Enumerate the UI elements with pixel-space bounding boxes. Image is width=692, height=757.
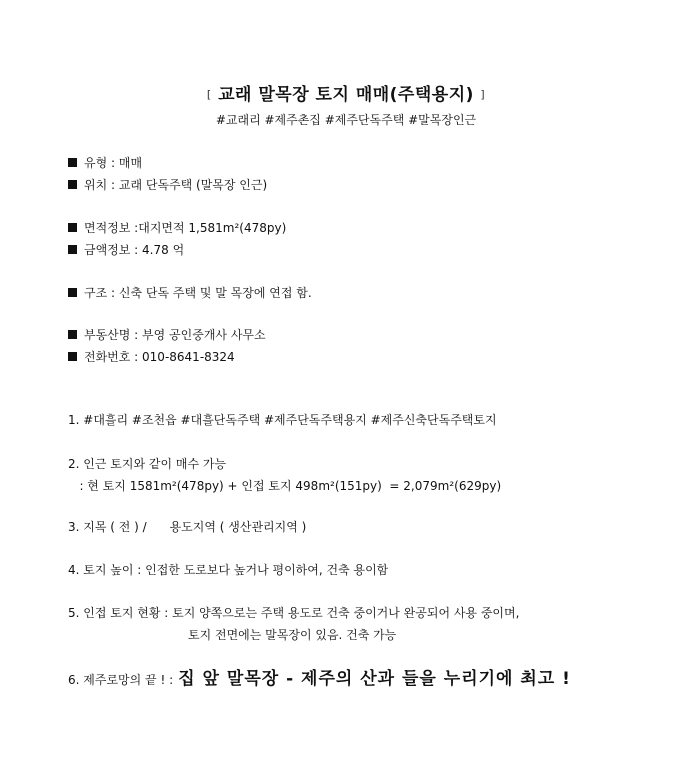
hashtag-line: #교래리 #제주촌집 #제주단독주택 #말목장인근 [215, 113, 477, 127]
square-bullet-icon [68, 223, 77, 232]
square-bullet-icon [68, 245, 77, 254]
square-bullet-icon [68, 180, 77, 189]
info-price [68, 241, 184, 258]
point-6-prefix: 6. 제주로망의 끝 ! : [68, 673, 174, 687]
info-structure [68, 284, 312, 301]
point-3: 3. 지목 ( 전 ) / 용도지역 ( 생산관리지역 ) [68, 520, 307, 534]
info-agency-text: 부동산명 : 부영 공인중개사 사무소 [84, 328, 266, 342]
info-area-text: 면적정보 :대지면적 1,581m²(478py) [84, 221, 287, 235]
document-title [0, 80, 692, 105]
title-text: 교래 말목장 토지 매매(주택용지) [218, 85, 474, 105]
info-phone-text: 전화번호 : 010-8641-8324 [84, 350, 235, 364]
info-location-text: 위치 : 교래 단독주택 (말목장 인근) [84, 178, 268, 192]
square-bullet-icon [68, 352, 77, 361]
info-price-text: 금액정보 : 4.78 억 [84, 243, 185, 257]
info-agency [68, 326, 266, 343]
point-6-highlight: 집 앞 말목장 - 제주의 산과 들을 누리기에 최고 ! [178, 669, 571, 689]
info-type [68, 154, 142, 171]
point-5-continued: 토지 전면에는 말목장이 있음. 건축 가능 [188, 628, 397, 642]
title-open-bracket: [ [206, 88, 212, 101]
point-4: 4. 토지 높이 : 인접한 도로보다 높거나 평이하여, 건축 용이함 [68, 563, 389, 577]
square-bullet-icon [68, 158, 77, 167]
square-bullet-icon [68, 330, 77, 339]
info-phone [68, 348, 235, 365]
info-structure-text: 구조 : 신축 단독 주택 및 말 목장에 연접 함. [84, 286, 312, 300]
point-5: 5. 인접 토지 현황 : 토지 양쪽으로는 주택 용도로 건축 중이거나 완공되어 사용 중이며, [68, 606, 520, 620]
point-1: 1. #대흘리 #조천읍 #대흘단독주택 #제주단독주택용지 #제주신축단독주택토지 [68, 413, 497, 427]
point-2: 2. 인근 토지와 같이 매수 가능 [68, 457, 227, 471]
info-area [68, 219, 286, 236]
point-6 [68, 664, 571, 689]
title-close-bracket: ] [480, 88, 486, 101]
point-2-detail: : 현 토지 1581m²(478py) + 인접 토지 498m²(151py) = 2,079m²(629py) [68, 479, 502, 493]
info-location [68, 176, 267, 193]
square-bullet-icon [68, 288, 77, 297]
info-type-text: 유형 : 매매 [84, 156, 143, 170]
